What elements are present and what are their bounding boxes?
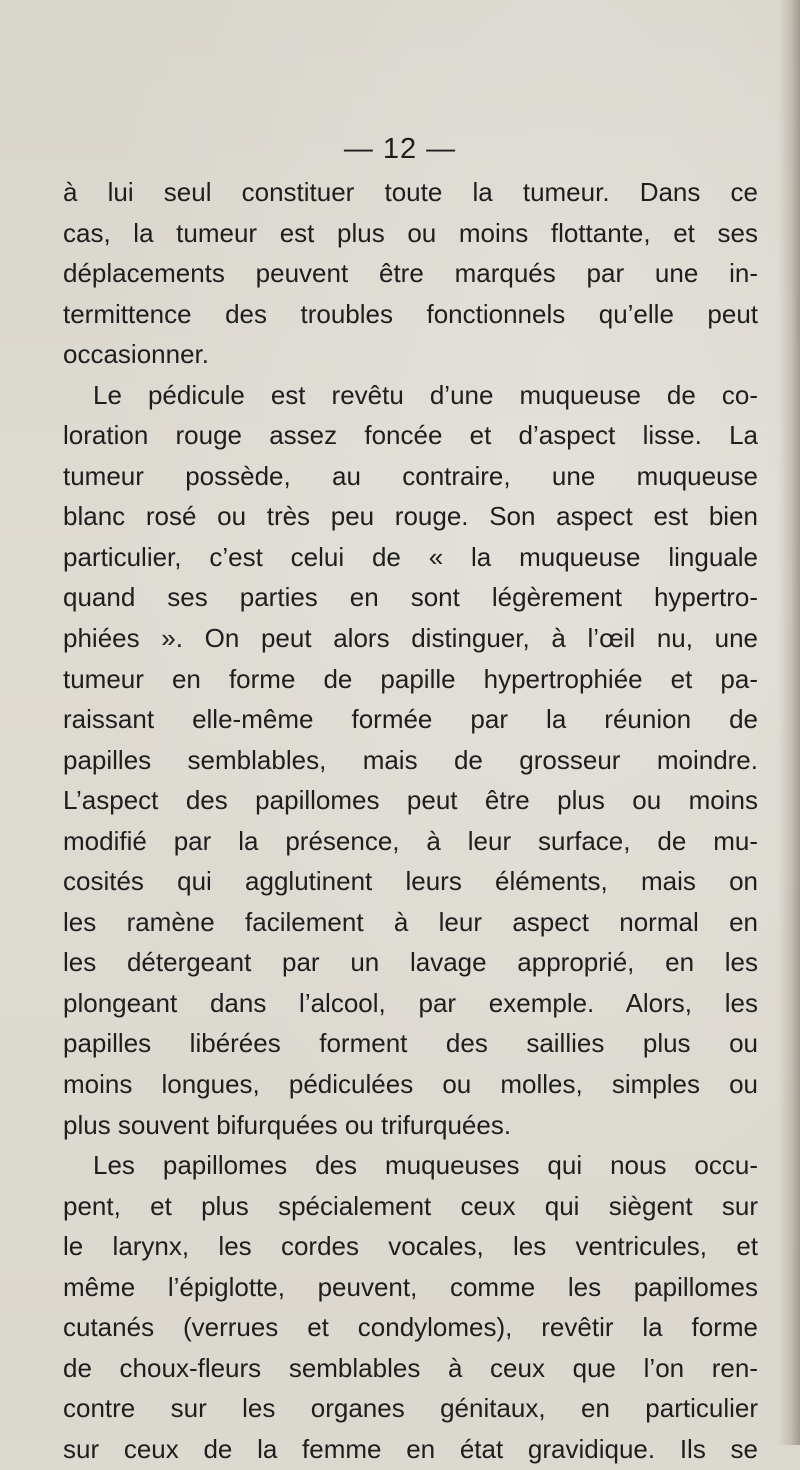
text-line: moins longues, pédiculées ou molles, simples ou xyxy=(63,1069,758,1100)
text-line: cutanés (verrues et condylomes), revêtir la forme xyxy=(63,1312,758,1343)
text-line: les détergeant par un lavage approprié, en les xyxy=(63,947,758,978)
text-line: les ramène facilement à leur aspect normal en xyxy=(63,906,758,937)
text-line: à lui seul constituer toute la tumeur. Dans ce xyxy=(63,177,758,207)
text-line: tumeur possède, au contraire, une muqueuse xyxy=(63,460,758,491)
text-line: Le pédicule est revêtu d’une muqueuse de co- xyxy=(93,379,758,410)
text-line: quand ses parties en sont légèrement hypertro- xyxy=(63,582,758,613)
text-line: même l’épiglotte, peuvent, comme les papillomes xyxy=(63,1271,758,1302)
text-line: cas, la tumeur est plus ou moins flottante, et ses xyxy=(63,217,758,248)
text-line: plongeant dans l’alcool, par exemple. Alors, les xyxy=(63,987,758,1018)
text-line: sur ceux de la femme en état gravidique. Ils se xyxy=(63,1433,758,1464)
page-number: — 12 — xyxy=(343,133,457,165)
page-edge-shadow xyxy=(778,0,800,1445)
text-line: modifié par la présence, à leur surface, de mu- xyxy=(63,825,758,856)
text-line: plus souvent bifurquées ou trifurquées. xyxy=(63,1109,512,1140)
text-line: L’aspect des papillomes peut être plus ou moins xyxy=(63,785,758,816)
text-line: tumeur en forme de papille hypertrophiée et pa- xyxy=(63,663,758,694)
text-line: occasionner. xyxy=(63,339,209,370)
text-line: le larynx, les cordes vocales, les ventricules, et xyxy=(63,1231,758,1262)
text-line: pent, et plus spécialement ceux qui siègent sur xyxy=(63,1190,758,1221)
text-line: blanc rosé ou très peu rouge. Son aspect est bien xyxy=(63,501,758,532)
text-line: phiées ». On peut alors distinguer, à l’œil nu, une xyxy=(63,623,758,654)
text-line: cosités qui agglutinent leurs éléments, mais on xyxy=(63,866,758,897)
text-line: déplacements peuvent être marqués par une in- xyxy=(63,258,758,289)
text-line: Les papillomes des muqueuses qui nous occu- xyxy=(93,1150,758,1181)
text-line: papilles semblables, mais de grosseur moindre. xyxy=(63,744,758,775)
text-line: loration rouge assez foncée et d’aspect lisse. La xyxy=(63,420,758,451)
text-line: raissant elle-même formée par la réunion de xyxy=(63,704,758,735)
text-line: termittence des troubles fonctionnels qu’elle peut xyxy=(63,298,758,329)
text-line: papilles libérées forment des saillies plus ou xyxy=(63,1028,758,1059)
text-line: particulier, c’est celui de « la muqueuse linguale xyxy=(63,541,758,572)
body-text xyxy=(63,172,758,1470)
text-line: contre sur les organes génitaux, en particulier xyxy=(63,1393,758,1424)
text-line: de choux-fleurs semblables à ceux que l’on ren- xyxy=(63,1352,758,1383)
